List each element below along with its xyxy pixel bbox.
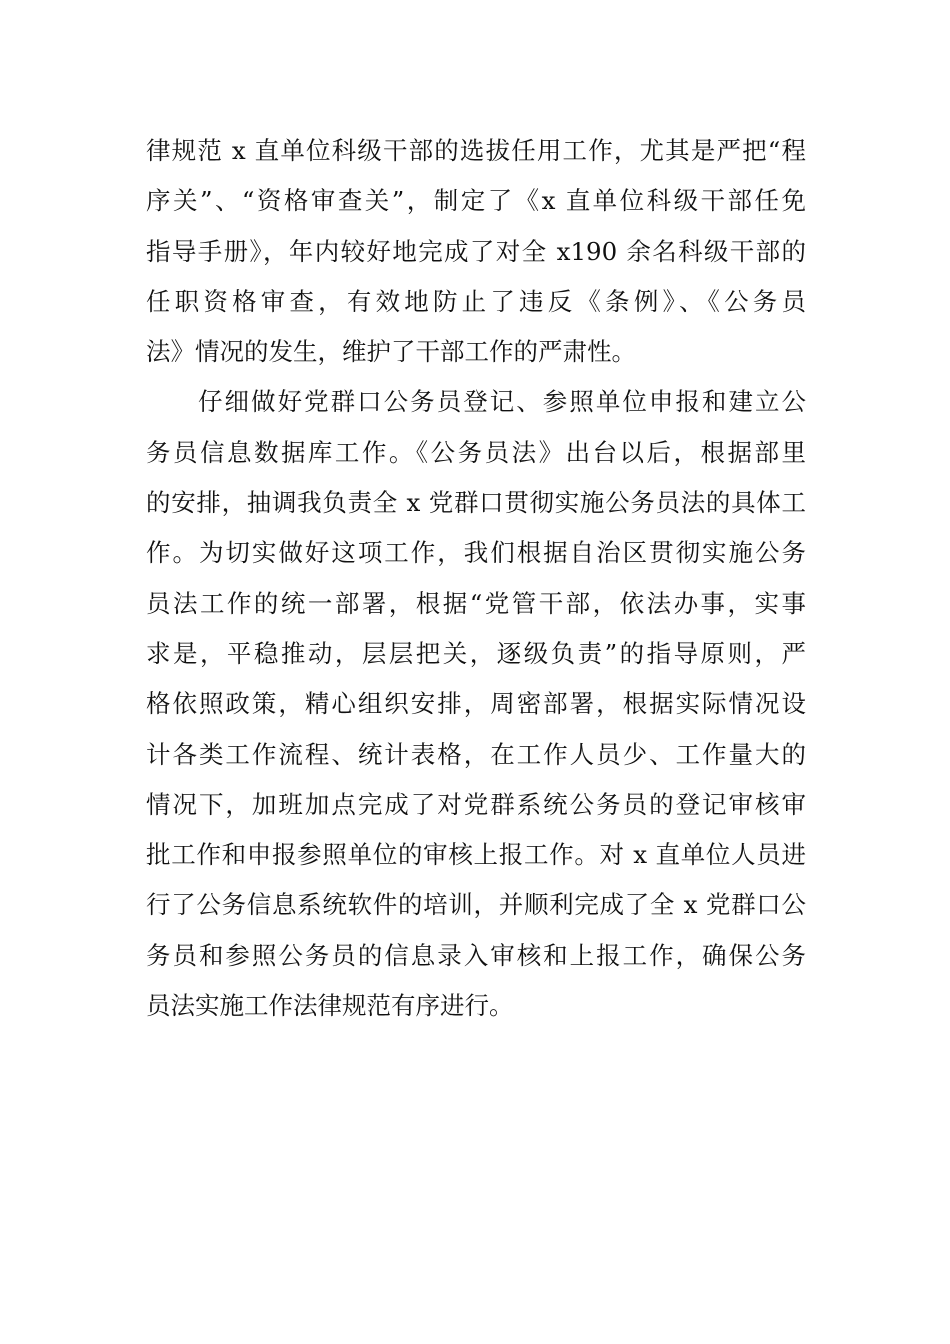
paragraph-2-line-12: 务员和参照公务员的信息录入审核和上报工作，确保公务 bbox=[146, 940, 806, 970]
paragraph-2-line-10: 批工作和申报参照单位的审核上报工作。对 x 直单位人员进 bbox=[146, 840, 806, 870]
paragraph-2-line-3: 的安排，抽调我负责全 x 党群口贯彻实施公务员法的具体工 bbox=[146, 488, 806, 518]
document-body bbox=[146, 126, 806, 1031]
paragraph-2-line-7: 格依照政策，精心组织安排，周密部署，根据实际情况设 bbox=[146, 689, 806, 719]
paragraph-1-line-3: 指导手册》，年内较好地完成了对全 x190 余名科级干部的 bbox=[146, 236, 806, 266]
paragraph-2-line-9: 情况下，加班加点完成了对党群系统公务员的登记审核审 bbox=[146, 789, 806, 819]
paragraph-1-line-1: 律规范 x 直单位科级干部的选拔任用工作，尤其是严把“程 bbox=[146, 136, 806, 165]
paragraph-2-line-13: 员法实施工作法律规范有序进行。 bbox=[146, 991, 514, 1021]
paragraph-2-line-1: 仔细做好党群口公务员登记、参照单位申报和建立公 bbox=[198, 387, 806, 417]
paragraph-2-line-5: 员法工作的统一部署，根据“党管干部，依法办事，实事 bbox=[146, 588, 806, 618]
paragraph-2-line-8: 计各类工作流程、统计表格，在工作人员少、工作量大的 bbox=[146, 739, 806, 769]
paragraph-1-line-2: 序关”、“资格审查关”，制定了《x 直单位科级干部任免 bbox=[146, 186, 806, 216]
paragraph-2-line-11: 行了公务信息系统软件的培训，并顺利完成了全 x 党群口公 bbox=[146, 890, 806, 920]
paragraph-2-line-4: 作。为切实做好这项工作，我们根据自治区贯彻实施公务 bbox=[146, 538, 806, 568]
paragraph-2-line-6: 求是，平稳推动，层层把关，逐级负责”的指导原则，严 bbox=[146, 638, 806, 668]
paragraph-1-line-5: 法》情况的发生，维护了干部工作的严肃性。 bbox=[146, 337, 636, 367]
paragraph-1-line-4: 任职资格审查，有效地防止了违反《条例》、《公务员 bbox=[146, 286, 806, 316]
paragraph-2-line-2: 务员信息数据库工作。《公务员法》出台以后，根据部里 bbox=[146, 437, 806, 467]
